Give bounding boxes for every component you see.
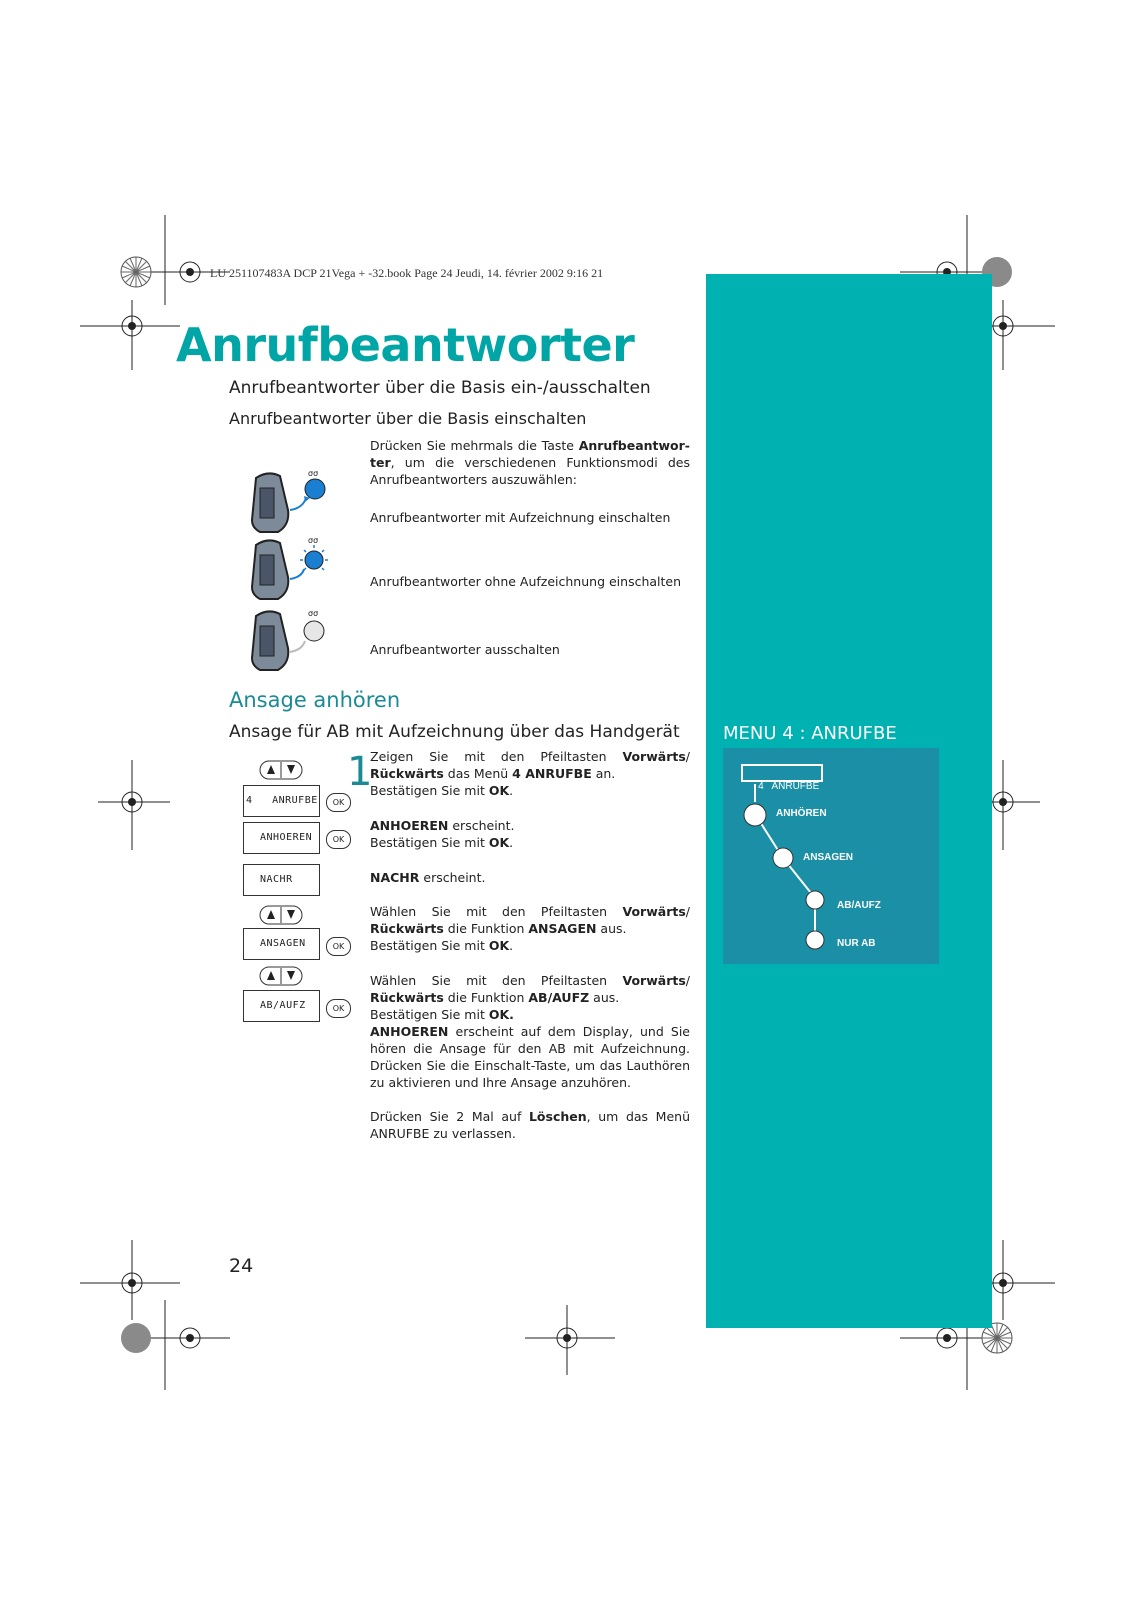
menu-item-anhoeren: ANHÖREN bbox=[776, 808, 827, 819]
base-station-illustration-2 bbox=[248, 537, 333, 607]
step-number: 1 bbox=[347, 749, 373, 795]
nav-arrows-button-3 bbox=[259, 966, 303, 986]
svg-text:σσ: σσ bbox=[308, 470, 319, 478]
base-station-illustration-1 bbox=[248, 470, 328, 540]
subheading-ansage-handset: Ansage für AB mit Aufzeichnung über das Handgerät bbox=[229, 722, 680, 742]
instruction-6: ANHOEREN erscheint auf dem Display, und Sie hören die Ansage für den AB mit Aufzeichnung. Drücken Sie die Einschalt-Taste, um das Lauthören zu aktivieren und Ihre Ansage anzuhören. bbox=[370, 1024, 690, 1090]
instruction-7: Drücken Sie 2 Mal auf Löschen, um das Menü ANRUFBE zu verlassen. bbox=[370, 1109, 690, 1141]
instruction-5: Wählen Sie mit den Pfeiltasten Vorwärts/ Rückwärts die Funktion AB/AUFZ aus. Bestätigen Sie mit OK. bbox=[370, 973, 690, 1022]
ok-button-1: OK bbox=[326, 793, 351, 812]
base-station-illustration-3 bbox=[248, 608, 328, 678]
ok-button-3: OK bbox=[326, 937, 351, 956]
menu-tree-panel bbox=[723, 748, 939, 964]
instruction-2: ANHOEREN erscheint. Bestätigen Sie mit OK. bbox=[370, 818, 515, 850]
ok-button-2: OK bbox=[326, 830, 351, 849]
mode-2-label: Anrufbeantworter ohne Aufzeichnung einschalten bbox=[370, 574, 682, 589]
display-anhoeren: ANHOEREN bbox=[243, 822, 320, 854]
menu-root-box: 4 ANRUFBE bbox=[741, 764, 823, 782]
mode-3-label: Anrufbeantworter ausschalten bbox=[370, 642, 560, 657]
display-ab-aufz: AB/AUFZ bbox=[243, 990, 320, 1022]
menu-item-nur-ab: NUR AB bbox=[837, 938, 876, 949]
mode-1-label: Anrufbeantworter mit Aufzeichnung einschalten bbox=[370, 510, 671, 525]
display-nachr: NACHR bbox=[243, 864, 320, 896]
subheading-base-on: Anrufbeantworter über die Basis einschalten bbox=[229, 409, 587, 428]
page-title: Anrufbeantworter bbox=[176, 318, 635, 372]
ok-button-4: OK bbox=[326, 999, 351, 1018]
page-number: 24 bbox=[229, 1255, 254, 1277]
svg-text:σσ: σσ bbox=[308, 537, 319, 545]
section-heading-ansage: Ansage anhören bbox=[229, 688, 401, 712]
svg-text:σσ: σσ bbox=[308, 609, 319, 618]
nav-arrows-button-2 bbox=[259, 905, 303, 925]
menu-item-ab-aufz: AB/AUFZ bbox=[837, 900, 881, 911]
book-header: LU 251107483A DCP 21Vega + -32.book Page 24 Jeudi, 14. février 2002 9:16 21 bbox=[210, 266, 604, 280]
display-ansagen: ANSAGEN bbox=[243, 928, 320, 960]
menu-item-ansagen: ANSAGEN bbox=[803, 852, 854, 863]
instruction-1: Zeigen Sie mit den Pfeiltasten Vorwärts/ Rückwärts das Menü 4 ANRUFBE an. Bestätigen Sie mit OK. bbox=[370, 749, 690, 798]
instruction-4: Wählen Sie mit den Pfeiltasten Vorwärts/ Rückwärts die Funktion ANSAGEN aus. Bestätigen Sie mit OK. bbox=[370, 904, 690, 953]
display-anrufbe: 4 ANRUFBE bbox=[243, 785, 320, 817]
section-heading-base-toggle: Anrufbeantworter über die Basis ein-/ausschalten bbox=[229, 378, 651, 398]
instruction-3: NACHR erscheint. bbox=[370, 870, 486, 885]
menu-title: MENU 4 : ANRUFBE bbox=[723, 723, 897, 744]
intro-paragraph: Drücken Sie mehrmals die Taste Anrufbeantwor-ter, um die verschiedenen Funktionsmodi des Anrufbeantworters auszuwählen: bbox=[370, 438, 690, 487]
nav-arrows-button-1 bbox=[259, 760, 303, 780]
